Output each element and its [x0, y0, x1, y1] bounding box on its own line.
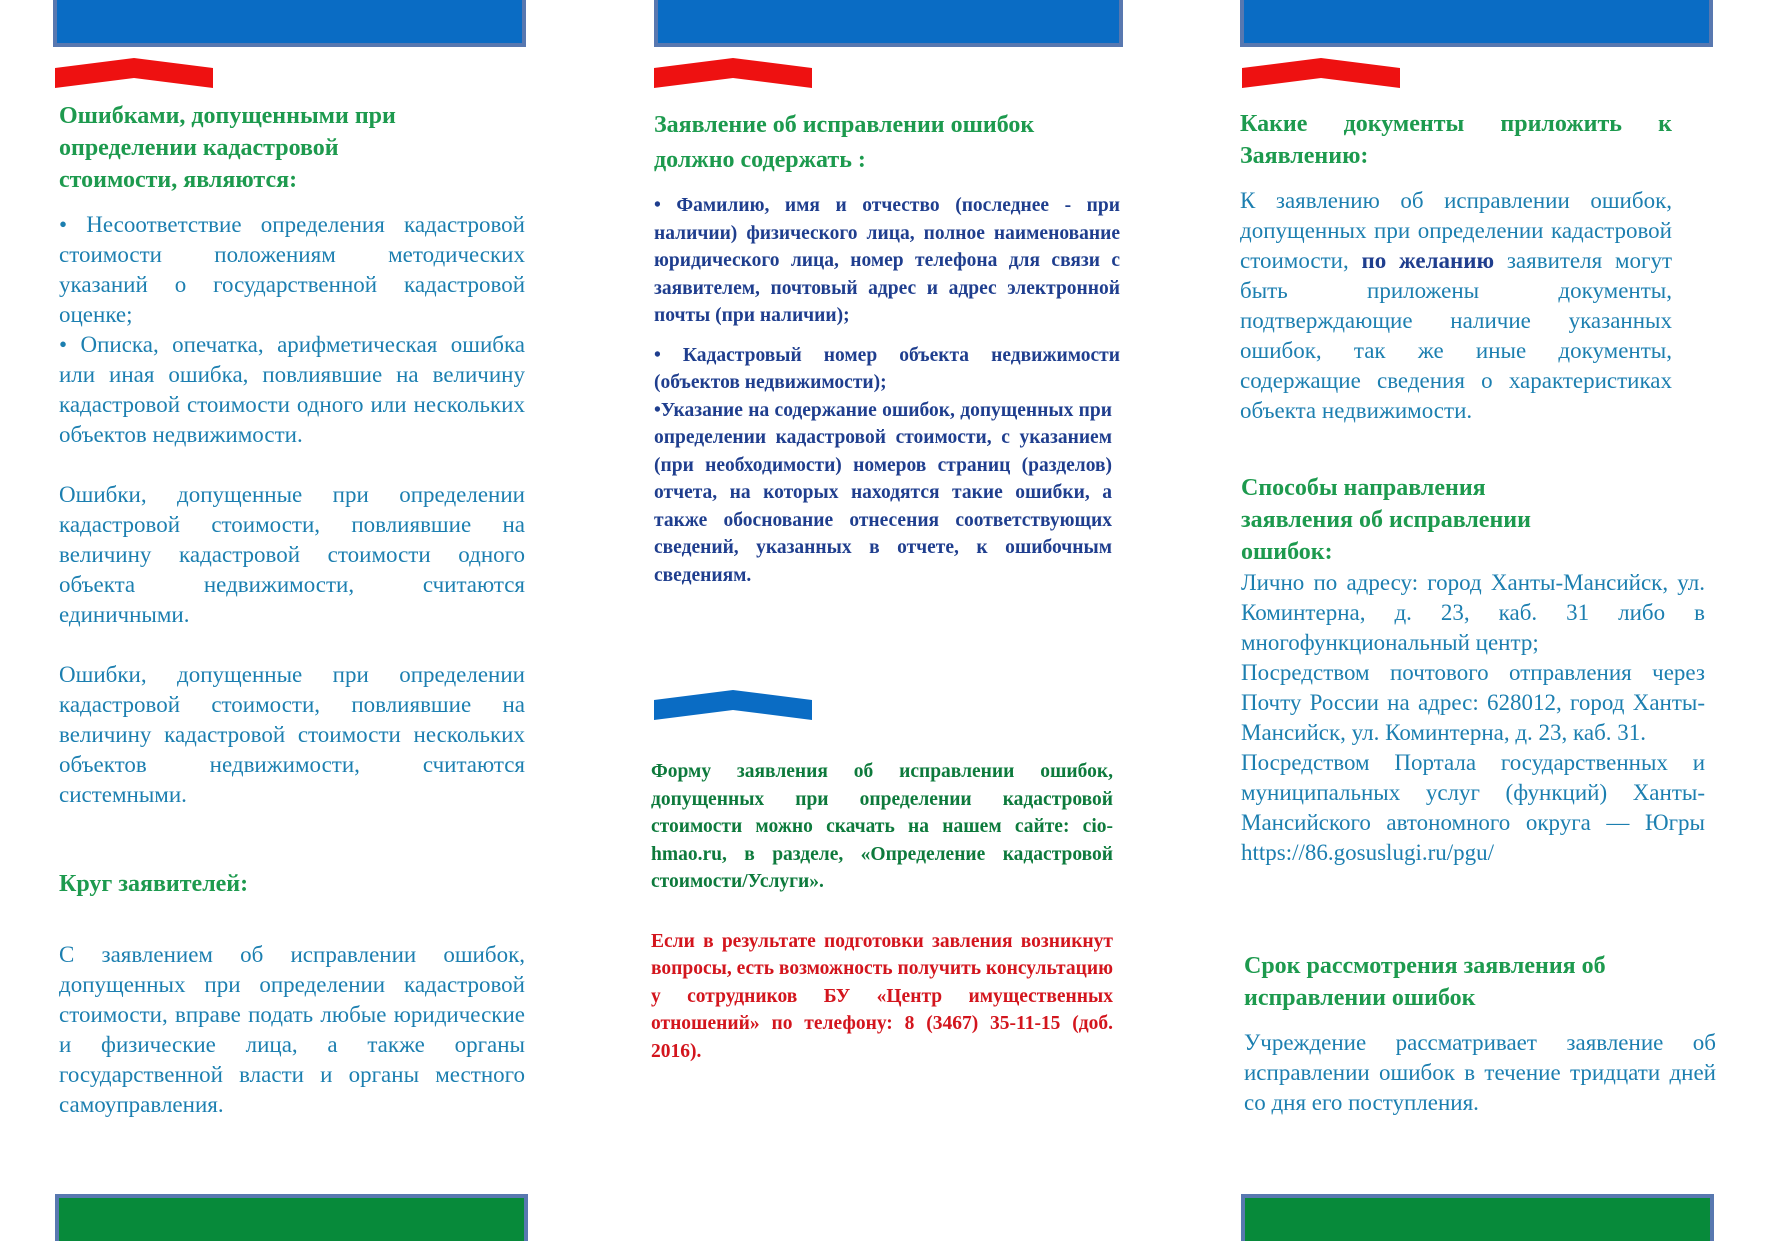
column-left [59, 100, 525, 1120]
heading-errors: Ошибками, допущенными при определении кадастровой стоимости, являются: [59, 103, 396, 193]
red-marker-left [55, 58, 213, 88]
term-text: Учреждение рассматривает заявление об исправлении ошибок в течение тридцати дней со дня его поступления. [1244, 1030, 1716, 1115]
red-marker-right [1242, 58, 1400, 88]
column-right [1240, 108, 1672, 426]
top-bar-center [654, 0, 1123, 47]
single-errors-text: Ошибки, допущенные при определении кадастровой стоимости, повлиявшие на величину кадастровой стоимости одного объекта недвижимости, считаются единичными. [59, 482, 525, 627]
contents-item-1: • Фамилию, имя и отчество (последнее - при наличии) физического лица, полное наименование юридического лица, номер телефона для связи с заявителем, почтовый адрес и адрес электронной почты (при наличии); [654, 195, 1120, 326]
column-right-term [1244, 950, 1716, 1118]
method-2: Посредством почтового отправления через Почту России на адрес: 628012, город Ханты-Мансийск, ул. Коминтерна, д. 23, каб. 31. [1241, 660, 1705, 745]
bottom-bar-left [55, 1194, 528, 1241]
heading-applicants: Круг заявителей: [59, 871, 249, 897]
bottom-bar-right [1241, 1194, 1714, 1241]
heading-term: Срок рассмотрения заявления об исправлении ошибок [1244, 953, 1606, 1011]
documents-text: К заявлению об исправлении ошибок, допущенных при определении кадастровой стоимости, по желанию заявителя могут быть приложены документы, подтверждающие наличие указанных ошибок, так же иные документы, содержащие сведения о характеристиках объекта недвижимости. [1240, 188, 1672, 423]
method-3: Посредством Портала государственных и муниципальных услуг (функций) Ханты-Мансийского автономного округа — Югры https://86.gosuslugi.ru/pgu/ [1241, 750, 1705, 865]
top-bar-left [53, 0, 526, 47]
system-errors-text: Ошибки, допущенные при определении кадастровой стоимости, повлиявшие на величину кадастровой стоимости нескольких объектов недвижимости, считаются системными. [59, 662, 525, 807]
column-center-lower [651, 758, 1113, 1065]
heading-documents: Какие документы приложить к Заявлению: [1240, 111, 1672, 169]
documents-text-emphasis: по желанию [1361, 248, 1495, 273]
consultation-text: Если в результате подготовки завления возникнут вопросы, есть возможность получить консультацию у сотрудников БУ «Центр имущественных отношений» по телефону: 8 (3467) 35-11-15 (доб. 2016). [651, 930, 1113, 1062]
errors-item-2: • Описка, опечатка, арифметическая ошибка или иная ошибка, повлиявшие на величину кадастровой стоимости одного или нескольких объектов недвижимости. [59, 332, 525, 447]
errors-item-1: • Несоответствие определения кадастровой стоимости положениям методических указаний о государственной кадастровой оценке; [59, 212, 525, 327]
column-center [654, 108, 1120, 589]
blue-marker-center [654, 690, 812, 720]
form-download-text: Форму заявления об исправлении ошибок, допущенных при определении кадастровой стоимости можно скачать на нашем сайте: cio-hmao.ru, в разделе, «Определение кадастровой стоимости/Услуги». [651, 761, 1113, 892]
contents-item-2: • Кадастровый номер объекта недвижимости (объектов недвижимости); [654, 344, 1120, 393]
method-1: Лично по адресу: город Ханты-Мансийск, ул. Коминтерна, д. 23, каб. 31 либо в многофункциональный центр; [1241, 570, 1705, 655]
heading-methods: Способы направления заявления об исправлении ошибок: [1241, 475, 1531, 565]
column-right-methods [1241, 472, 1705, 868]
contents-item-3: •Указание на содержание ошибок, допущенных при определении кадастровой стоимости, с указанием (при необходимости) номеров страниц (разделов) отчета, на которых находятся такие ошибки, а также обоснование отнесения соответствующих сведений, указанных в отчете, к ошибочным сведениям. [654, 399, 1112, 586]
applicants-text: С заявлением об исправлении ошибок, допущенных при определении кадастровой стоимости, вправе подать любые юридические и физические лица, а также органы государственной власти и органы местного самоуправления. [59, 942, 525, 1117]
red-marker-center [654, 58, 812, 88]
top-bar-right [1240, 0, 1713, 47]
heading-contents: Заявление об исправлении ошибок должно содержать : [654, 112, 1035, 173]
